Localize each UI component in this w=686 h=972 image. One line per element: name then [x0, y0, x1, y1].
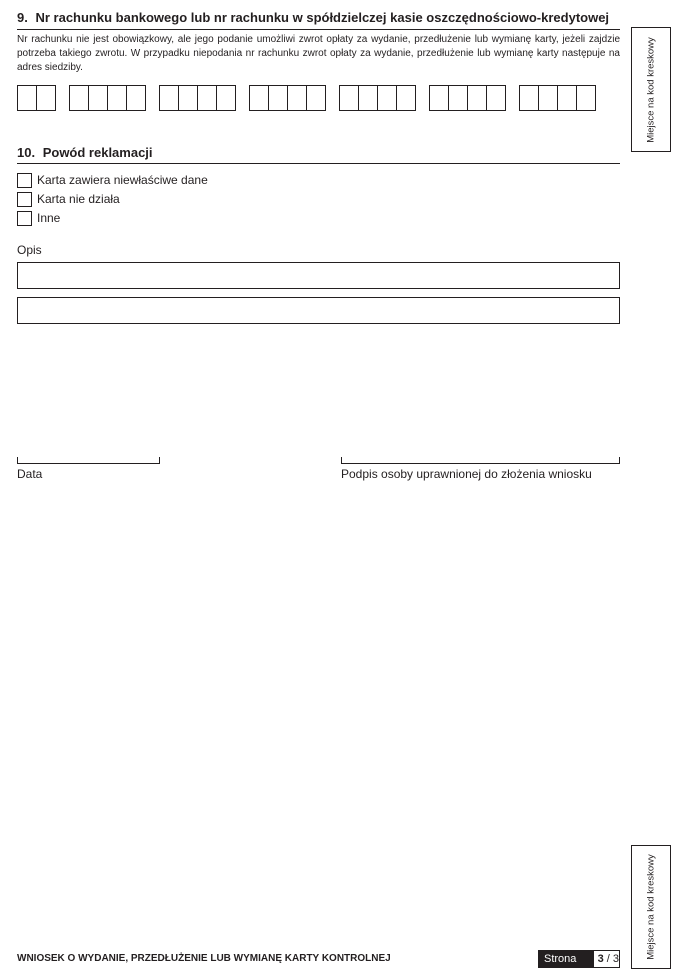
- description-field-2[interactable]: [17, 297, 620, 324]
- form-title: WNIOSEK O WYDANIE, PRZEDŁUŻENIE LUB WYMIANĘ KARTY KONTROLNEJ: [17, 953, 391, 964]
- account-group-4: [249, 85, 326, 110]
- account-digit-cell[interactable]: [198, 85, 217, 111]
- section-10-number: 10.: [17, 145, 36, 160]
- page-current: 3: [597, 953, 604, 965]
- barcode-area-bottom: [631, 845, 671, 969]
- date-label: Data: [17, 467, 43, 481]
- account-digit-cell[interactable]: [108, 85, 127, 111]
- account-group-2: [69, 85, 146, 110]
- date-line[interactable]: [17, 457, 160, 464]
- account-group-7: [519, 85, 596, 110]
- section-9-number: 9.: [17, 10, 28, 25]
- section-10-title: Powód reklamacji: [42, 145, 153, 160]
- account-digit-cell[interactable]: [89, 85, 108, 111]
- account-digit-cell[interactable]: [378, 85, 397, 111]
- description-input-2[interactable]: [18, 298, 619, 323]
- account-digit-cell[interactable]: [429, 85, 449, 111]
- barcode-label-top: Miejsce na kod kreskowy: [645, 36, 657, 143]
- option-card-not-working-label: Karta nie działa: [37, 192, 120, 206]
- account-digit-cell[interactable]: [558, 85, 577, 111]
- checkbox-wrong-data[interactable]: [17, 173, 32, 188]
- option-wrong-data-label: Karta zawiera niewłaściwe dane: [37, 173, 208, 187]
- section-9-rule: [17, 29, 620, 30]
- section-9-heading: [17, 10, 609, 25]
- signature-line[interactable]: [341, 457, 620, 464]
- barcode-label-bottom: Miejsce na kod kreskowy: [645, 854, 657, 960]
- account-digit-cell[interactable]: [37, 85, 56, 111]
- section-9-description: Nr rachunku nie jest obowiązkowy, ale jego podanie umożliwi zwrot opłaty za wydanie, przedłużenie lub wymianę karty, jeżeli zajdzie potrzeba takiego zwrotu. W przypadku niepodania nr rachunku zwrot opłaty za wydanie, przedłużenie lub wymianę karty następuje na adres siedziby.: [17, 34, 620, 73]
- checkbox-card-not-working[interactable]: [17, 192, 32, 207]
- account-group-5: [339, 85, 416, 110]
- account-digit-cell[interactable]: [179, 85, 198, 111]
- section-9-title: Nr rachunku bankowego lub nr rachunku w spółdzielczej kasie oszczędnościowo-kredytowej: [35, 10, 610, 25]
- account-digit-cell[interactable]: [249, 85, 269, 111]
- account-group-1: [17, 85, 56, 110]
- barcode-area-top: [631, 27, 671, 152]
- account-digit-cell[interactable]: [519, 85, 539, 111]
- account-digit-cell[interactable]: [397, 85, 416, 111]
- bank-account-number-field[interactable]: [17, 85, 592, 110]
- account-digit-cell[interactable]: [577, 85, 596, 111]
- page-total: / 3: [606, 953, 619, 965]
- page-label: Strona: [539, 951, 594, 967]
- account-group-3: [159, 85, 236, 110]
- account-digit-cell[interactable]: [217, 85, 236, 111]
- account-digit-cell[interactable]: [468, 85, 487, 111]
- description-label: Opis: [17, 243, 42, 257]
- account-digit-cell[interactable]: [487, 85, 506, 111]
- section-10-rule: [17, 163, 620, 164]
- description-input-1[interactable]: [18, 263, 619, 288]
- account-digit-cell[interactable]: [69, 85, 89, 111]
- account-digit-cell[interactable]: [159, 85, 179, 111]
- page-number: [594, 951, 619, 967]
- description-field-1[interactable]: [17, 262, 620, 289]
- account-digit-cell[interactable]: [359, 85, 378, 111]
- checkbox-other[interactable]: [17, 211, 32, 226]
- account-digit-cell[interactable]: [288, 85, 307, 111]
- account-digit-cell[interactable]: [449, 85, 468, 111]
- account-digit-cell[interactable]: [269, 85, 288, 111]
- account-digit-cell[interactable]: [339, 85, 359, 111]
- section-10-heading: [17, 145, 153, 160]
- option-other-label: Inne: [37, 211, 61, 225]
- account-digit-cell[interactable]: [127, 85, 146, 111]
- page-indicator: [538, 950, 620, 968]
- account-digit-cell[interactable]: [307, 85, 326, 111]
- account-digit-cell[interactable]: [539, 85, 558, 111]
- account-digit-cell[interactable]: [17, 85, 37, 111]
- signature-label: Podpis osoby uprawnionej do złożenia wniosku: [341, 467, 592, 481]
- account-group-6: [429, 85, 506, 110]
